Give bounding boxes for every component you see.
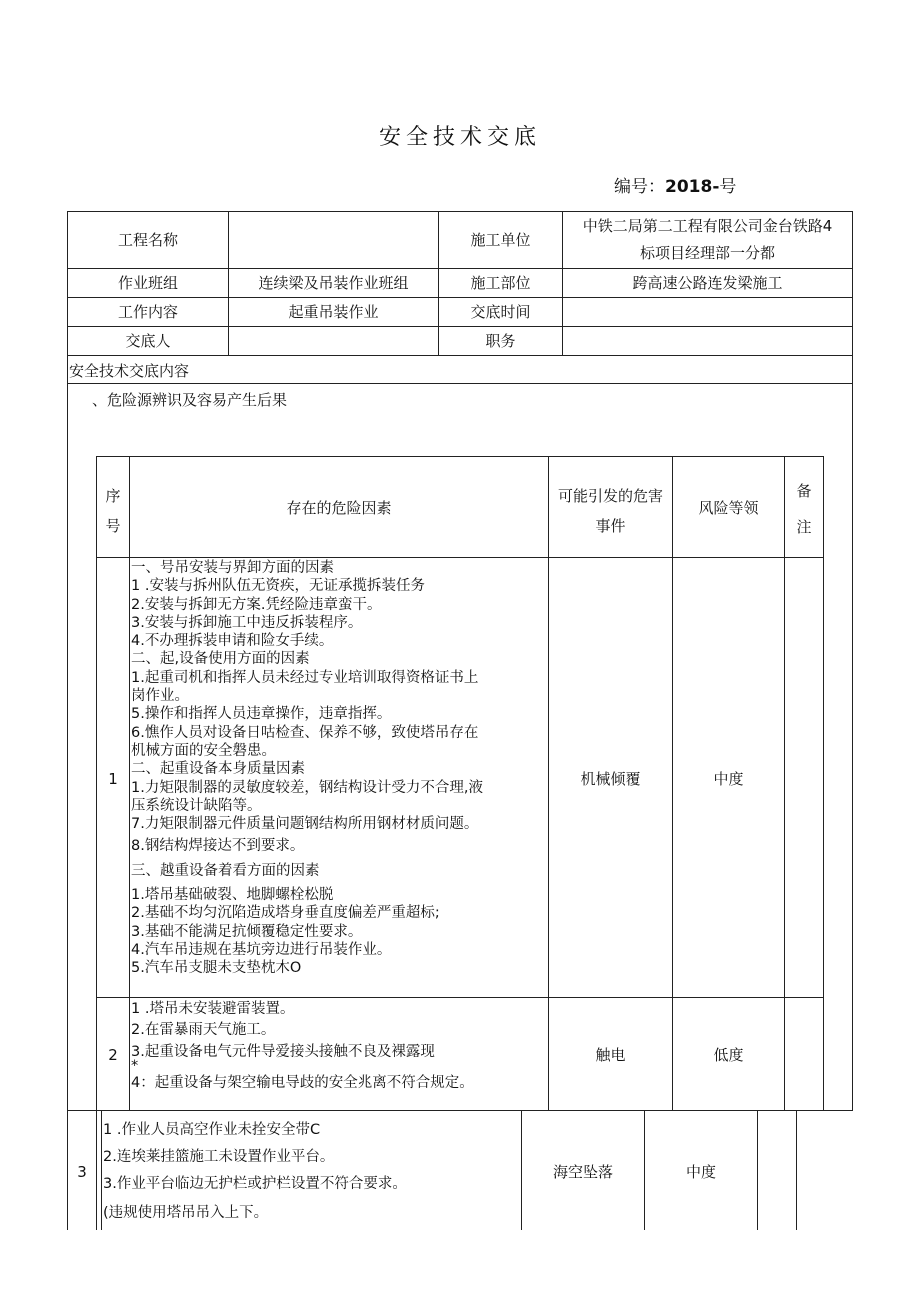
row-1-risk: 中度 (713, 770, 744, 788)
section-heading: 安全技术交底内容 (69, 362, 190, 380)
hazard-line: 机械方面的安全磐患。 (131, 742, 276, 759)
hazard-line: (违规使用塔吊吊入上下。 (103, 1205, 269, 1221)
hazard-line: 三、越重设备着看方面的因素 (131, 862, 320, 879)
row-2-hazards (131, 999, 547, 1109)
row-1-seq: 1 (108, 770, 118, 788)
hazard-line: 1.起重司机和指挥人员未经过专业培训取得资格证书上 (131, 669, 479, 686)
hazard-line: 5.汽车吊支腿未支垫枕木O (131, 960, 302, 977)
row-2-seq: 2 (108, 1046, 118, 1064)
hazard-line: 6.憔作人员对设备日咕检查、保养不够，致使塔吊存在 (131, 724, 479, 741)
hazard-line: 2.在雷暴雨天气施工。 (131, 1021, 276, 1038)
hazard-line: 3.安装与拆卸施工中违反拆装程序。 (131, 614, 363, 631)
page-title: 安全技术交底 (378, 125, 541, 150)
row-2-risk: 低度 (713, 1046, 744, 1064)
row-1-event: 机械倾覆 (580, 770, 641, 788)
header-factors: 存在的危险因素 (286, 499, 392, 517)
team-label: 作业班组 (117, 274, 178, 292)
team-value: 连续梁及吊装作业班组 (258, 274, 409, 292)
serial-suffix: 号 (719, 177, 737, 197)
hazard-line: 岗作业。 (131, 688, 189, 705)
hazard-line: 2.连埃莱挂篮施工未设置作业平台。 (103, 1149, 335, 1165)
serial-value: 2018- (665, 177, 720, 197)
hazard-line: 4.汽车吊违规在基坑旁边进行吊装作业。 (131, 941, 392, 958)
row-3-seq: 3 (77, 1163, 87, 1181)
row-3-hazards (103, 1117, 520, 1230)
hazard-line: 4：起重设备与架空输电导歧的安全兆离不符合规定。 (131, 1074, 474, 1091)
hazard-line: * (131, 1057, 139, 1074)
hazard-line: 2.安装与拆卸无方案.凭经险违章蛮干。 (131, 596, 382, 613)
hazard-line: 3.起重设备电气元件导爱接头接触不良及裸露现 (131, 1043, 435, 1060)
row-1-hazards (131, 559, 547, 997)
site-label: 施工部位 (470, 274, 531, 292)
construction-unit-value-2: 标项目经理部一分都 (639, 244, 775, 262)
hazard-line: 2.基础不均匀沉陷造成塔身垂直度偏差严重超标; (131, 905, 440, 922)
hazard-line: 压系统设计缺陷等。 (131, 797, 262, 814)
row-2-event: 触电 (595, 1046, 626, 1064)
hazard-line: 3.基础不能满足抗倾覆稳定性要求。 (131, 923, 363, 940)
hazard-line: 二、起重设备本身质量因素 (131, 761, 305, 778)
header-events-2: 事件 (595, 517, 626, 535)
hazard-line: 二、起,设备使用方面的因素 (131, 651, 310, 668)
construction-unit-label: 施工单位 (470, 231, 531, 249)
hazard-line: 7.力矩限制器元件质量问题钢结构所用钢材材质问题。 (131, 816, 479, 833)
person-label: 交底人 (125, 332, 171, 350)
hazard-line: 1.力矩限制器的灵敏度较差，钢结构设计受力不合理,液 (131, 779, 483, 796)
hazard-line: 4.不办理拆装申请和险女手续。 (131, 633, 334, 650)
site-value: 跨高速公路连发梁施工 (632, 274, 783, 292)
project-name-label: 工程名称 (117, 231, 178, 249)
header-risk: 风险等领 (698, 499, 759, 517)
hazard-line: 1 .作业人员高空作业未拴安全带C (103, 1122, 321, 1138)
serial-label: 编号： (614, 177, 665, 197)
section-subheading: 、危险源辨识及容易产生后果 (92, 391, 288, 409)
hazard-line: 一、号吊安装与界卸方面的因素 (131, 560, 334, 576)
construction-unit-value-1: 中铁二局第二工程有限公司金台铁路4 (582, 217, 833, 235)
hazard-line: 1 .塔吊未安装避雷装置。 (131, 1001, 295, 1017)
time-label: 交底时间 (470, 303, 531, 321)
hazard-line: 8.钢结构焊接达不到要求。 (131, 838, 305, 855)
hazard-line: 1 .安装与拆州队伍无资疾，无证承揽拆装任务 (131, 578, 425, 595)
header-remark-1: 备 (796, 482, 812, 500)
position-label: 职务 (485, 332, 516, 350)
hazard-line: 1.塔吊基础破裂、地脚螺栓松脱 (131, 887, 334, 904)
serial-number (614, 176, 736, 198)
header-events-1: 可能引发的危害 (557, 487, 663, 505)
header-remark-2: 注 (796, 518, 812, 536)
hazard-line: 5.操作和指挥人员违章操作，违章指挥。 (131, 706, 392, 723)
work-label: 工作内容 (117, 303, 178, 321)
work-value: 起重吊装作业 (288, 303, 379, 321)
row-3-risk: 中度 (685, 1163, 716, 1181)
row-3-event: 海空坠落 (552, 1163, 613, 1181)
header-seq-2: 号 (105, 517, 121, 535)
hazard-line: 3.作业平台临边无护栏或护栏设置不符合要求。 (103, 1176, 407, 1192)
header-seq-1: 序 (105, 487, 121, 505)
